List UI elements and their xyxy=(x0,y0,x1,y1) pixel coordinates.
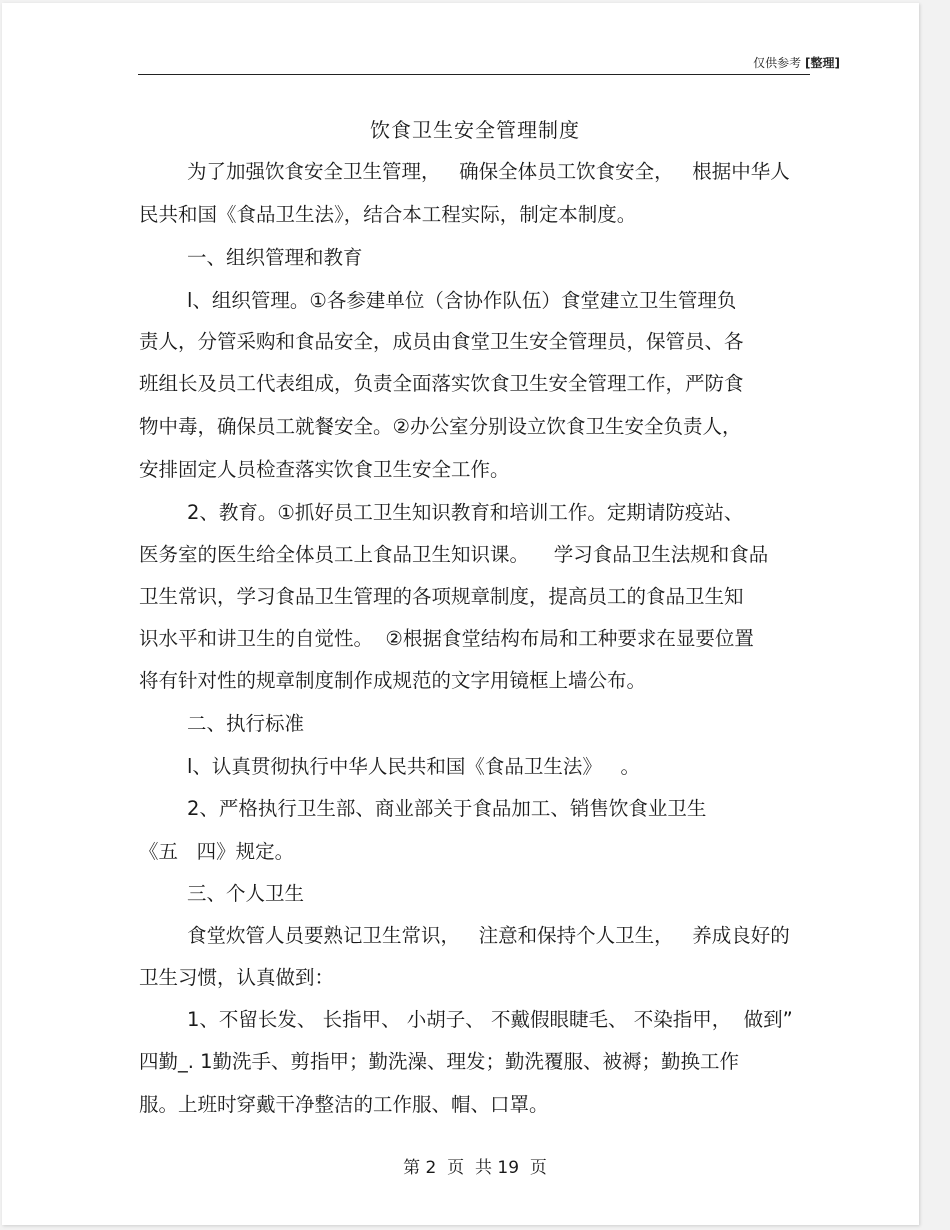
paragraph-line: 为了加强饮食安全卫生管理， 确保全体员工饮食安全， 根据中华人 xyxy=(187,160,790,183)
paragraph-line: 四勤_. 1勤洗手、剪指甲；勤洗澡、理发；勤洗覆服、被褥；勤换工作 xyxy=(139,1050,740,1073)
paragraph-line: 2、严格执行卫生部、商业部关于食品加工、销售饮食业卫生 xyxy=(187,797,707,820)
paragraph-line: 卫生习惯，认真做到： xyxy=(139,966,335,989)
paragraph-line: 识水平和讲卫生的自觉性。 ②根据食堂结构布局和工种要求在显要位置 xyxy=(139,627,754,650)
paragraph-line: 《五 四》规定。 xyxy=(139,840,295,863)
paragraph-line: 2、教育。①抓好员工卫生知识教育和培训工作。定期请防疫站、 xyxy=(187,501,744,524)
paragraph-line: 食堂炊管人员要熟记卫生常识， 注意和保持个人卫生， 养成良好的 xyxy=(187,924,790,947)
page-number-footer: 第 2 页 共 19 页 xyxy=(403,1158,547,1178)
paragraph-line: 卫生常识，学习食品卫生管理的各项规章制度，提高员工的食品卫生知 xyxy=(139,585,744,608)
header-note xyxy=(753,54,840,71)
paragraph-line: 服。上班时穿戴干净整洁的工作服、帽、口罩。 xyxy=(139,1093,549,1116)
document-page xyxy=(2,3,919,1225)
paragraph-line: 责人，分管采购和食品安全，成员由食堂卫生安全管理员，保管员、各 xyxy=(139,330,744,353)
header-divider xyxy=(138,74,810,75)
header-note-text: 仅供参考 xyxy=(753,56,802,70)
paragraph-line: l、认真贯彻执行中华人民共和国《食品卫生法》 。 xyxy=(187,755,641,778)
section-heading: 三、个人卫生 xyxy=(187,882,305,905)
paragraph-line: 将有针对性的规章制度制作成规范的文字用镜框上墙公布。 xyxy=(139,669,647,692)
section-heading: 一、组织管理和教育 xyxy=(187,246,363,269)
paragraph-line: 物中毒，确保员工就餐安全。②办公室分别设立饮食卫生安全负责人， xyxy=(139,415,742,438)
paragraph-line: l、组织管理。①各参建单位（含协作队伍）食堂建立卫生管理负 xyxy=(187,289,737,312)
paragraph-line: 班组长及员工代表组成，负责全面落实饮食卫生安全管理工作，严防食 xyxy=(139,372,744,395)
paragraph-line: 1、不留长发、 长指甲、 小胡子、 不戴假眼睫毛、 不染指甲， 做到” xyxy=(187,1008,793,1031)
paragraph-line: 民共和国《食品卫生法》，结合本工程实际，制定本制度。 xyxy=(139,203,637,226)
paragraph-line: 安排固定人员检查落实饮食卫生安全工作。 xyxy=(139,458,510,481)
document-title: 饮食卫生安全管理制度 xyxy=(370,118,580,142)
paragraph-line: 医务室的医生给全体员工上食品卫生知识课。 学习食品卫生法规和食品 xyxy=(139,543,769,566)
section-heading: 二、执行标准 xyxy=(187,712,305,735)
header-tag: [整理] xyxy=(805,56,840,70)
